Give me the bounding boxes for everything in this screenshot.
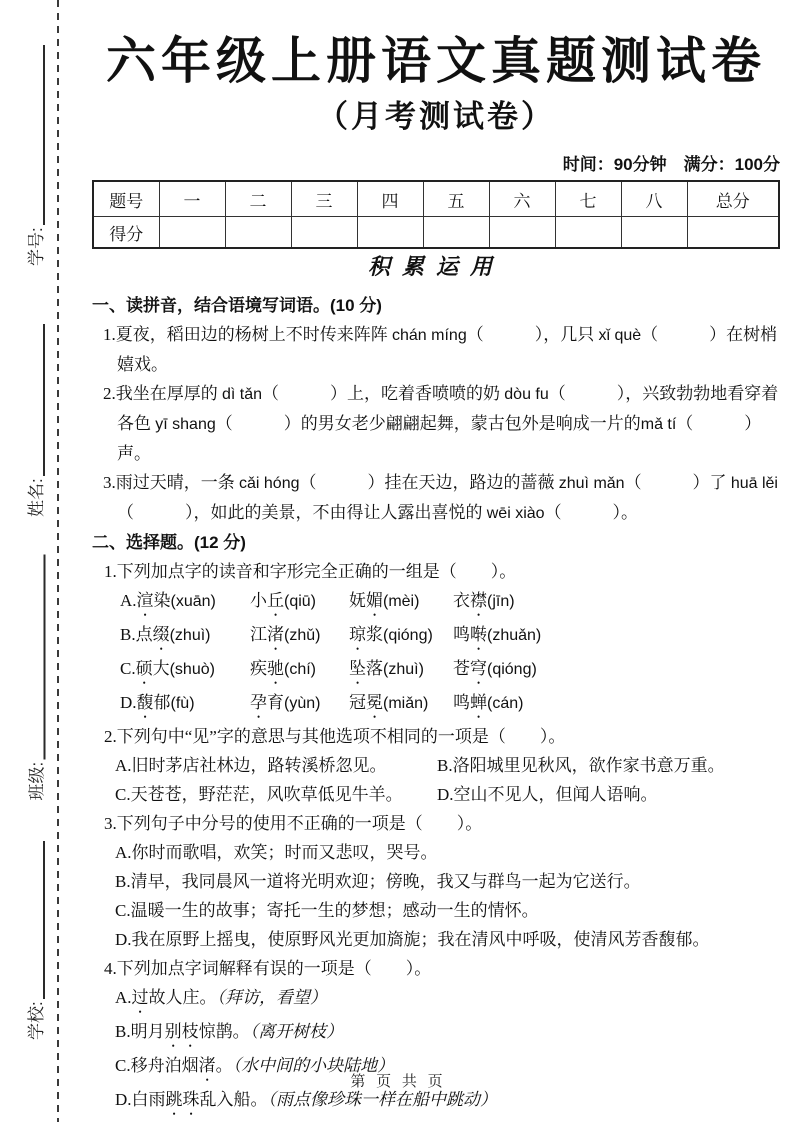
option-cell: A.渲染(xuān) — [120, 591, 216, 610]
fill-in-line — [43, 324, 45, 476]
score-cell-empty — [555, 217, 621, 249]
q2-options — [92, 751, 780, 809]
score-table-header-row — [93, 181, 779, 217]
school-label: 学校: — [27, 1001, 46, 1040]
q3-option-a: A.你时而歌唱，欢笑；时而又悲叹，哭号。 — [115, 843, 438, 862]
q4-stem: 4.下列加点字词解释有误的一项是（ ）。 — [104, 959, 432, 978]
page-footer: 第 页 共 页 — [350, 1074, 443, 1090]
score-table-score-row — [93, 217, 779, 249]
section-2-heading: 二、选择题。(12 分) — [92, 533, 246, 552]
q3-option-c: C.温暖一生的故事；寄托一生的梦想；感动一生的情怀。 — [115, 901, 539, 920]
margin-field-student-id — [24, 34, 48, 266]
perforation-dashed-line — [57, 0, 59, 1122]
section-1-heading: 一、读拼音，结合语境写词语。(10 分) — [92, 296, 382, 315]
pinyin-item-2: 2.我坐在厚厚的 dì tǎn（ ）上，吃着香喷喷的奶 dòu fu（ ），兴致勃勃地看穿着各色 yī shang（ ）的男女老少翩翩起舞，蒙古包外是响成一片的mǎ tí（ ）声。 — [103, 384, 779, 463]
margin-field-class — [25, 544, 49, 801]
option-cell: A.旧时茅店社林边，路转溪桥忽见。 — [115, 756, 387, 775]
option-cell: 疾驰(chí) — [250, 659, 316, 678]
fill-in-line — [44, 555, 46, 760]
score-table-cell: 五 — [423, 181, 489, 217]
option-cell: C.天苍苍，野茫茫，风吹草低见牛羊。 — [115, 785, 403, 804]
q4-option-b: B.明月别枝惊鹊。（离开树枝） — [115, 1022, 344, 1041]
q1-option-row-b — [92, 620, 780, 654]
pinyin-item-3: 3.雨过天晴，一条 cǎi hóng（ ）挂在天边，路边的蔷薇 zhuì mǎn（ ）了 huā lěi（ ），如此的美景，不由得让人露出喜悦的 wēi xiào（ ）。 — [103, 473, 778, 522]
name-label: 姓名: — [27, 478, 46, 517]
option-cell: 苍穹(qióng) — [453, 659, 537, 678]
class-label: 班级: — [27, 761, 47, 801]
option-cell: 江渚(zhǔ) — [250, 625, 321, 644]
option-cell: B.点缀(zhuì) — [120, 625, 211, 644]
fill-in-line — [43, 45, 45, 225]
student-id-label: 学号: — [27, 227, 46, 266]
fill-in-line — [43, 841, 45, 999]
score-table-cell: 三 — [291, 181, 357, 217]
score-cell-empty — [687, 217, 779, 249]
option-cell: 孕育(yùn) — [250, 693, 321, 712]
score-table-cell: 六 — [489, 181, 555, 217]
q1-option-row-a — [92, 586, 780, 620]
score-table-cell: 题号 — [93, 181, 159, 217]
pinyin-item-1: 1.夏夜，稻田边的杨树上不时传来阵阵 chán míng（ ），几只 xǐ què（ ）在树梢嬉戏。 — [103, 325, 778, 374]
score-table-cell: 八 — [621, 181, 687, 217]
score-table-cell: 总分 — [687, 181, 779, 217]
score-table — [92, 180, 780, 249]
option-cell: 鸣蝉(cán) — [453, 693, 524, 712]
q1-stem: 1.下列加点字的读音和字形完全正确的一组是（ ）。 — [104, 562, 517, 581]
score-cell-empty — [423, 217, 489, 249]
option-cell: 鸣啭(zhuǎn) — [453, 625, 542, 644]
question-flow — [92, 291, 780, 1119]
exam-content — [92, 24, 780, 1119]
q3-option-b: B.清早，我同晨风一道将光明欢迎；傍晚，我又与群鸟一起为它送行。 — [115, 872, 641, 891]
option-cell: 妩媚(mèi) — [349, 591, 420, 610]
score-row-label: 得分 — [93, 217, 159, 249]
score-table-cell: 七 — [555, 181, 621, 217]
score-cell-empty — [357, 217, 423, 249]
page-subtitle: （月考测试卷） — [317, 99, 555, 134]
option-cell: 冠冕(miǎn) — [349, 693, 429, 712]
option-cell: 衣襟(jīn) — [453, 591, 515, 610]
option-cell: C.硕大(shuò) — [120, 659, 215, 678]
option-cell: B.洛阳城里见秋风，欲作家书意万重。 — [437, 756, 725, 775]
score-cell-empty — [159, 217, 225, 249]
option-cell: 琼浆(qióng) — [349, 625, 433, 644]
score-cell-empty — [489, 217, 555, 249]
score-table-cell: 一 — [159, 181, 225, 217]
option-cell: D.空山不见人，但闻人语响。 — [437, 785, 658, 804]
q3-stem: 3.下列句子中分号的使用不正确的一项是（ ）。 — [104, 814, 483, 833]
section-banner: 积累运用 — [367, 254, 504, 279]
score-cell-empty — [621, 217, 687, 249]
q2-stem: 2.下列句中“见”字的意思与其他选项不相同的一项是（ ）。 — [104, 727, 566, 746]
margin-field-name — [24, 313, 48, 517]
q1-option-row-d — [92, 688, 780, 722]
score-cell-empty — [225, 217, 291, 249]
q3-option-d: D.我在原野上摇曳，使原野风光更加旖旎；我在清风中呼吸，使清风芳香馥郁。 — [115, 930, 710, 949]
q4-option-c: C.移舟泊烟渚。（水中间的小块陆地） — [115, 1056, 395, 1075]
q4-option-d: D.白雨跳珠乱入船。（雨点像珍珠一样在船中跳动） — [115, 1090, 498, 1109]
page-title: 六年级上册语文真题测试卷 — [106, 33, 766, 89]
q1-option-row-c — [92, 654, 780, 688]
q4-option-a: A.过故人庄。（拜访，看望） — [115, 988, 328, 1007]
score-table-cell: 二 — [225, 181, 291, 217]
margin-field-school — [24, 830, 48, 1040]
option-cell: 坠落(zhuì) — [349, 659, 424, 678]
option-cell: D.馥郁(fù) — [120, 693, 195, 712]
score-table-cell: 四 — [357, 181, 423, 217]
score-cell-empty — [291, 217, 357, 249]
exam-time-score-meta: 时间：90分钟 满分：100分 — [562, 155, 780, 174]
option-cell: 小丘(qiū) — [250, 591, 317, 610]
